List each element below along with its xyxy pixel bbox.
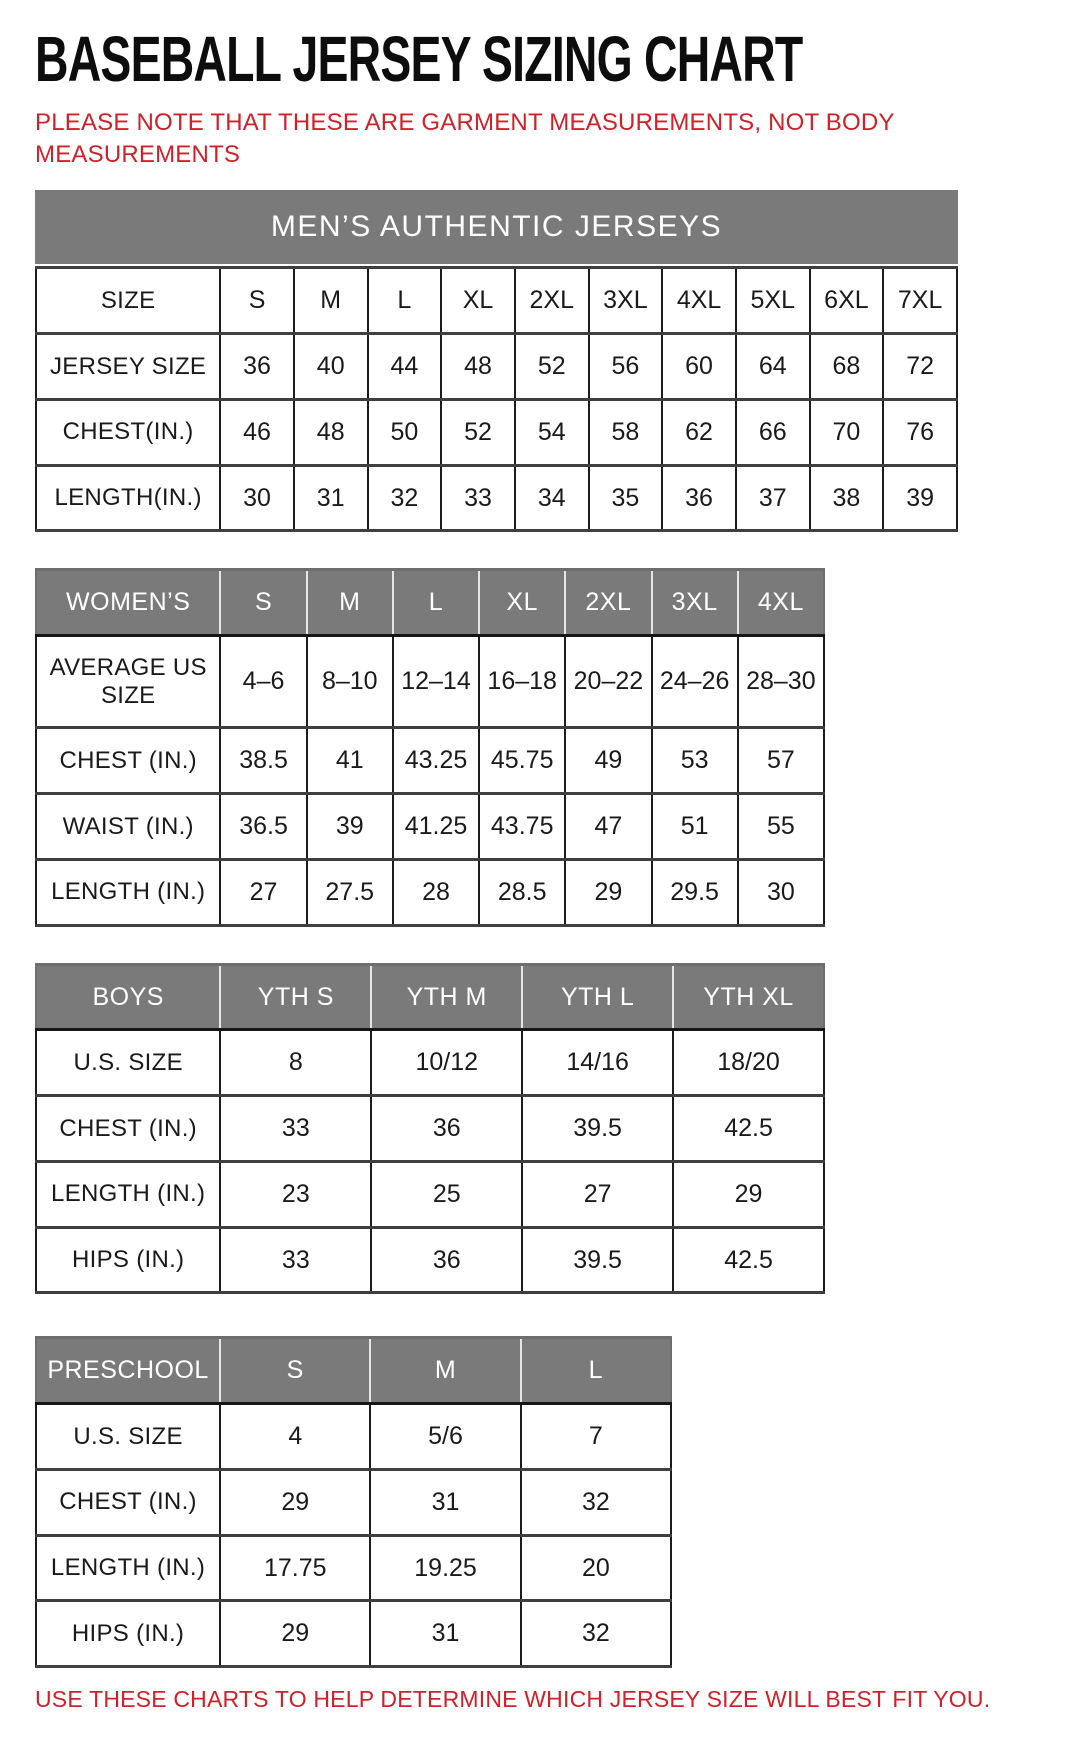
size-column-header: L bbox=[521, 1338, 671, 1404]
row-label: LENGTH(IN.) bbox=[36, 465, 220, 531]
measurement-cell: 54 bbox=[515, 399, 589, 465]
table-row bbox=[36, 1096, 824, 1162]
mens-sizing-table bbox=[35, 266, 958, 532]
row-label: U.S. SIZE bbox=[36, 1404, 220, 1470]
womens-sizing-table bbox=[35, 568, 825, 926]
measurement-cell: M bbox=[294, 268, 368, 334]
footer-note: USE THESE CHARTS TO HELP DETERMINE WHICH JERSEY SIZE WILL BEST FIT YOU. bbox=[35, 1686, 991, 1713]
measurement-cell: 43.75 bbox=[479, 794, 565, 860]
measurement-cell: 5/6 bbox=[370, 1404, 520, 1470]
row-label: LENGTH (IN.) bbox=[36, 1161, 220, 1227]
measurement-cell: 33 bbox=[220, 1096, 371, 1162]
measurement-cell: 50 bbox=[368, 399, 442, 465]
measurement-cell: 29 bbox=[565, 859, 651, 925]
measurement-cell: 27 bbox=[522, 1161, 673, 1227]
womens-header-row bbox=[36, 570, 824, 636]
measurement-cell: 46 bbox=[220, 399, 294, 465]
measurement-cell: 28 bbox=[393, 859, 479, 925]
measurement-cell: 36.5 bbox=[220, 794, 306, 860]
measurement-cell: S bbox=[220, 268, 294, 334]
measurement-cell: 29 bbox=[220, 1469, 370, 1535]
table-group-label: BOYS bbox=[36, 964, 220, 1030]
measurement-cell: 36 bbox=[371, 1096, 522, 1162]
measurement-cell: 53 bbox=[652, 728, 738, 794]
table-row bbox=[36, 1404, 671, 1470]
measurement-cell: 36 bbox=[220, 334, 294, 400]
measurement-cell: 32 bbox=[521, 1469, 671, 1535]
measurement-cell: 47 bbox=[565, 794, 651, 860]
preschool-section bbox=[35, 1336, 1042, 1668]
row-label: SIZE bbox=[36, 268, 220, 334]
table-row bbox=[36, 636, 824, 728]
measurement-cell: 32 bbox=[521, 1601, 671, 1667]
table-row bbox=[36, 334, 957, 400]
measurement-cell: 55 bbox=[738, 794, 824, 860]
size-column-header: 2XL bbox=[565, 570, 651, 636]
measurement-cell: XL bbox=[441, 268, 515, 334]
measurement-cell: 76 bbox=[883, 399, 957, 465]
measurement-cell: 42.5 bbox=[673, 1096, 824, 1162]
measurement-cell: 20–22 bbox=[565, 636, 651, 728]
row-label: LENGTH (IN.) bbox=[36, 859, 220, 925]
preschool-header-row bbox=[36, 1338, 671, 1404]
measurement-cell: 5XL bbox=[736, 268, 810, 334]
measurement-cell: 37 bbox=[736, 465, 810, 531]
table-row bbox=[36, 1535, 671, 1601]
size-column-header: M bbox=[370, 1338, 520, 1404]
measurement-cell: 29 bbox=[673, 1161, 824, 1227]
mens-section bbox=[35, 190, 1042, 532]
measurement-cell: 60 bbox=[662, 334, 736, 400]
size-column-header: 4XL bbox=[738, 570, 824, 636]
boys-section bbox=[35, 963, 1042, 1295]
measurement-cell: 19.25 bbox=[370, 1535, 520, 1601]
size-column-header: YTH L bbox=[522, 964, 673, 1030]
measurement-cell: 45.75 bbox=[479, 728, 565, 794]
row-label: HIPS (IN.) bbox=[36, 1601, 220, 1667]
measurement-cell: 43.25 bbox=[393, 728, 479, 794]
measurement-cell: 27 bbox=[220, 859, 306, 925]
measurement-cell: 32 bbox=[368, 465, 442, 531]
measurement-cell: 3XL bbox=[589, 268, 663, 334]
measurement-cell: 51 bbox=[652, 794, 738, 860]
measurement-cell: 38.5 bbox=[220, 728, 306, 794]
row-label: CHEST (IN.) bbox=[36, 1469, 220, 1535]
table-row bbox=[36, 859, 824, 925]
size-column-header: S bbox=[220, 570, 306, 636]
measurement-cell: 28.5 bbox=[479, 859, 565, 925]
measurement-cell: 4–6 bbox=[220, 636, 306, 728]
table-row bbox=[36, 794, 824, 860]
row-label: HIPS (IN.) bbox=[36, 1227, 220, 1293]
measurement-cell: 17.75 bbox=[220, 1535, 370, 1601]
measurement-cell: 10/12 bbox=[371, 1030, 522, 1096]
size-column-header: L bbox=[393, 570, 479, 636]
measurement-cell: 31 bbox=[370, 1469, 520, 1535]
measurement-cell: 4 bbox=[220, 1404, 370, 1470]
measurement-cell: 31 bbox=[370, 1601, 520, 1667]
row-label: CHEST(IN.) bbox=[36, 399, 220, 465]
measurement-cell: 64 bbox=[736, 334, 810, 400]
row-label: AVERAGE US SIZE bbox=[36, 636, 220, 728]
mens-banner: MEN’S AUTHENTIC JERSEYS bbox=[35, 190, 958, 264]
row-label: U.S. SIZE bbox=[36, 1030, 220, 1096]
measurement-cell: 70 bbox=[810, 399, 884, 465]
size-column-header: 3XL bbox=[652, 570, 738, 636]
measurement-cell: 14/16 bbox=[522, 1030, 673, 1096]
table-row bbox=[36, 268, 957, 334]
measurement-cell: 36 bbox=[662, 465, 736, 531]
measurement-cell: 2XL bbox=[515, 268, 589, 334]
table-row bbox=[36, 728, 824, 794]
measurement-cell: 27.5 bbox=[307, 859, 393, 925]
measurement-cell: 52 bbox=[515, 334, 589, 400]
measurement-cell: 18/20 bbox=[673, 1030, 824, 1096]
measurement-cell: 38 bbox=[810, 465, 884, 531]
boys-header-row bbox=[36, 964, 824, 1030]
measurement-cell: 29 bbox=[220, 1601, 370, 1667]
measurement-cell: 8–10 bbox=[307, 636, 393, 728]
measurement-cell: 20 bbox=[521, 1535, 671, 1601]
measurement-cell: 33 bbox=[441, 465, 515, 531]
size-column-header: M bbox=[307, 570, 393, 636]
measurement-cell: 56 bbox=[589, 334, 663, 400]
measurement-cell: 52 bbox=[441, 399, 515, 465]
measurement-cell: 40 bbox=[294, 334, 368, 400]
measurement-cell: 25 bbox=[371, 1161, 522, 1227]
measurement-cell: 44 bbox=[368, 334, 442, 400]
measurement-cell: 4XL bbox=[662, 268, 736, 334]
measurement-cell: 39.5 bbox=[522, 1096, 673, 1162]
measurement-cell: 66 bbox=[736, 399, 810, 465]
table-row bbox=[36, 1030, 824, 1096]
page-title: BASEBALL JERSEY SIZING CHART bbox=[35, 23, 803, 96]
measurement-cell: 41.25 bbox=[393, 794, 479, 860]
measurement-cell: 30 bbox=[738, 859, 824, 925]
table-row bbox=[36, 465, 957, 531]
row-label: JERSEY SIZE bbox=[36, 334, 220, 400]
preschool-sizing-table bbox=[35, 1336, 672, 1668]
size-column-header: YTH M bbox=[371, 964, 522, 1030]
boys-sizing-table bbox=[35, 963, 825, 1295]
row-label: WAIST (IN.) bbox=[36, 794, 220, 860]
measurement-cell: 35 bbox=[589, 465, 663, 531]
measurement-cell: 23 bbox=[220, 1161, 371, 1227]
measurement-cell: 16–18 bbox=[479, 636, 565, 728]
table-row bbox=[36, 1161, 824, 1227]
measurement-cell: 30 bbox=[220, 465, 294, 531]
measurement-cell: 42.5 bbox=[673, 1227, 824, 1293]
size-column-header: YTH S bbox=[220, 964, 371, 1030]
measurement-cell: 49 bbox=[565, 728, 651, 794]
measurement-cell: 24–26 bbox=[652, 636, 738, 728]
measurement-cell: 48 bbox=[294, 399, 368, 465]
womens-section bbox=[35, 568, 1042, 926]
row-label: LENGTH (IN.) bbox=[36, 1535, 220, 1601]
measurement-cell: 39 bbox=[307, 794, 393, 860]
measurement-cell: 12–14 bbox=[393, 636, 479, 728]
table-row bbox=[36, 399, 957, 465]
measurement-cell: 8 bbox=[220, 1030, 371, 1096]
table-row bbox=[36, 1601, 671, 1667]
measurement-cell: 36 bbox=[371, 1227, 522, 1293]
measurement-cell: 62 bbox=[662, 399, 736, 465]
size-column-header: YTH XL bbox=[673, 964, 824, 1030]
measurement-cell: 29.5 bbox=[652, 859, 738, 925]
measurement-cell: 34 bbox=[515, 465, 589, 531]
size-column-header: S bbox=[220, 1338, 370, 1404]
table-row bbox=[36, 1227, 824, 1293]
measurement-cell: 28–30 bbox=[738, 636, 824, 728]
measurement-cell: 48 bbox=[441, 334, 515, 400]
row-label: CHEST (IN.) bbox=[36, 728, 220, 794]
measurement-cell: 68 bbox=[810, 334, 884, 400]
measurement-cell: 7XL bbox=[883, 268, 957, 334]
row-label: CHEST (IN.) bbox=[36, 1096, 220, 1162]
garment-measurements-note: PLEASE NOTE THAT THESE ARE GARMENT MEASUREMENTS, NOT BODY MEASUREMENTS bbox=[35, 109, 895, 168]
measurement-cell: 39 bbox=[883, 465, 957, 531]
measurement-cell: 7 bbox=[521, 1404, 671, 1470]
measurement-cell: L bbox=[368, 268, 442, 334]
measurement-cell: 33 bbox=[220, 1227, 371, 1293]
measurement-cell: 41 bbox=[307, 728, 393, 794]
measurement-cell: 6XL bbox=[810, 268, 884, 334]
table-row bbox=[36, 1469, 671, 1535]
measurement-cell: 58 bbox=[589, 399, 663, 465]
measurement-cell: 57 bbox=[738, 728, 824, 794]
measurement-cell: 39.5 bbox=[522, 1227, 673, 1293]
table-group-label: PRESCHOOL bbox=[36, 1338, 220, 1404]
size-column-header: XL bbox=[479, 570, 565, 636]
measurement-cell: 72 bbox=[883, 334, 957, 400]
table-group-label: WOMEN’S bbox=[36, 570, 220, 636]
measurement-cell: 31 bbox=[294, 465, 368, 531]
